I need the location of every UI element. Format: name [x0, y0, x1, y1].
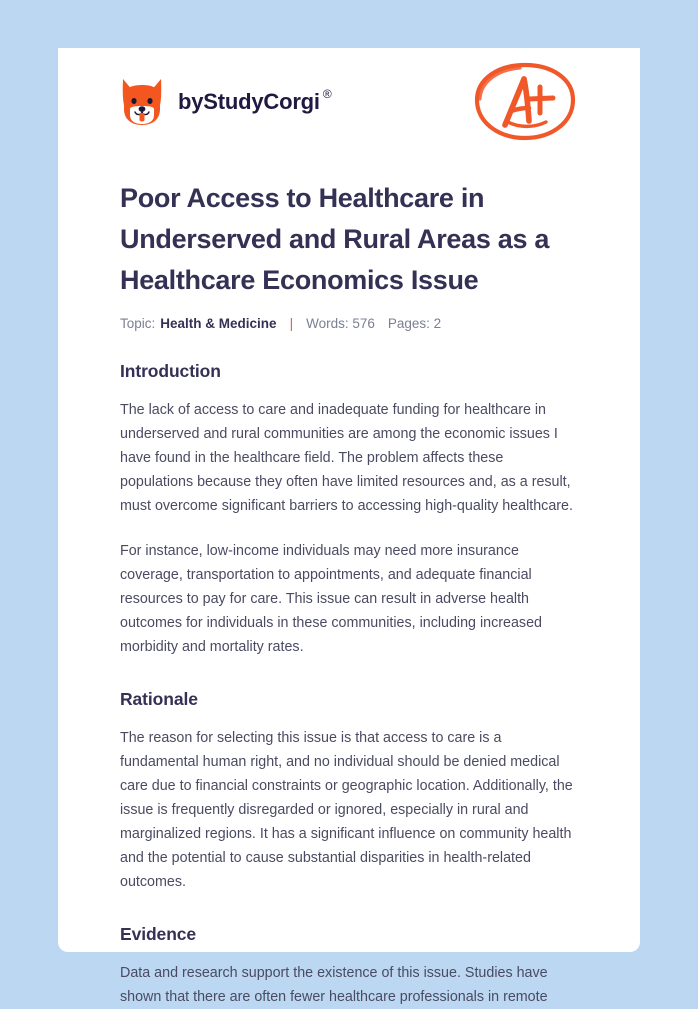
corgi-logo-icon	[120, 77, 164, 127]
paragraph: The reason for selecting this issue is that access to care is a fundamental human right, and no individual should be denied medical care due to financial constraints or geographic location. Additionally, the issue is frequently disregarded or ignored, especially in rural and marginalized regions. It has a significant influence on community health and the potential to cause substantial disparities in health-related outcomes.	[120, 729, 573, 890]
document-meta	[120, 317, 578, 331]
section-heading-evidence: Evidence	[120, 923, 197, 944]
section-heading-rationale: Rationale	[120, 688, 198, 709]
document-header	[120, 48, 578, 154]
a-plus-grade-badge-icon	[472, 59, 578, 145]
studycorgi-brand[interactable]	[120, 77, 332, 127]
meta-topic-label: Topic:	[120, 316, 156, 331]
paragraph: The lack of access to care and inadequate funding for healthcare in underserved and rural communities are among the economic issues I have found in the healthcare field. The problem affects these populations because they often have limited resources and, as a result, must overcome significant barriers to accessing high-quality healthcare.	[120, 401, 573, 514]
paragraph: For instance, low-income individuals may need more insurance coverage, transportation to appointments, and adequate financial resources to pay for care. This issue can result in adverse health outcomes for individuals in these communities, including increased morbidity and mortality rates.	[120, 542, 542, 655]
meta-pages: Pages: 2	[387, 316, 442, 331]
document-page	[58, 48, 640, 1005]
meta-words: Words: 576	[306, 316, 375, 331]
page-title: Poor Access to Healthcare in Underserved and Rural Areas as a Healthcare Economics Issue	[120, 183, 550, 295]
brand-wordmark	[178, 87, 332, 114]
registered-trademark-icon: ®	[322, 87, 332, 101]
brand-name: StudyCorgi	[203, 89, 320, 114]
meta-separator: |	[289, 316, 294, 331]
brand-prefix: by	[178, 89, 204, 114]
document-body	[120, 361, 578, 1009]
document-inner	[58, 48, 640, 1009]
section-heading-introduction: Introduction	[120, 360, 221, 381]
paragraph: Data and research support the existence of this issue. Studies have shown that there are often fewer healthcare professionals in remote	[120, 964, 548, 1005]
meta-topic-value[interactable]: Health & Medicine	[160, 316, 277, 331]
